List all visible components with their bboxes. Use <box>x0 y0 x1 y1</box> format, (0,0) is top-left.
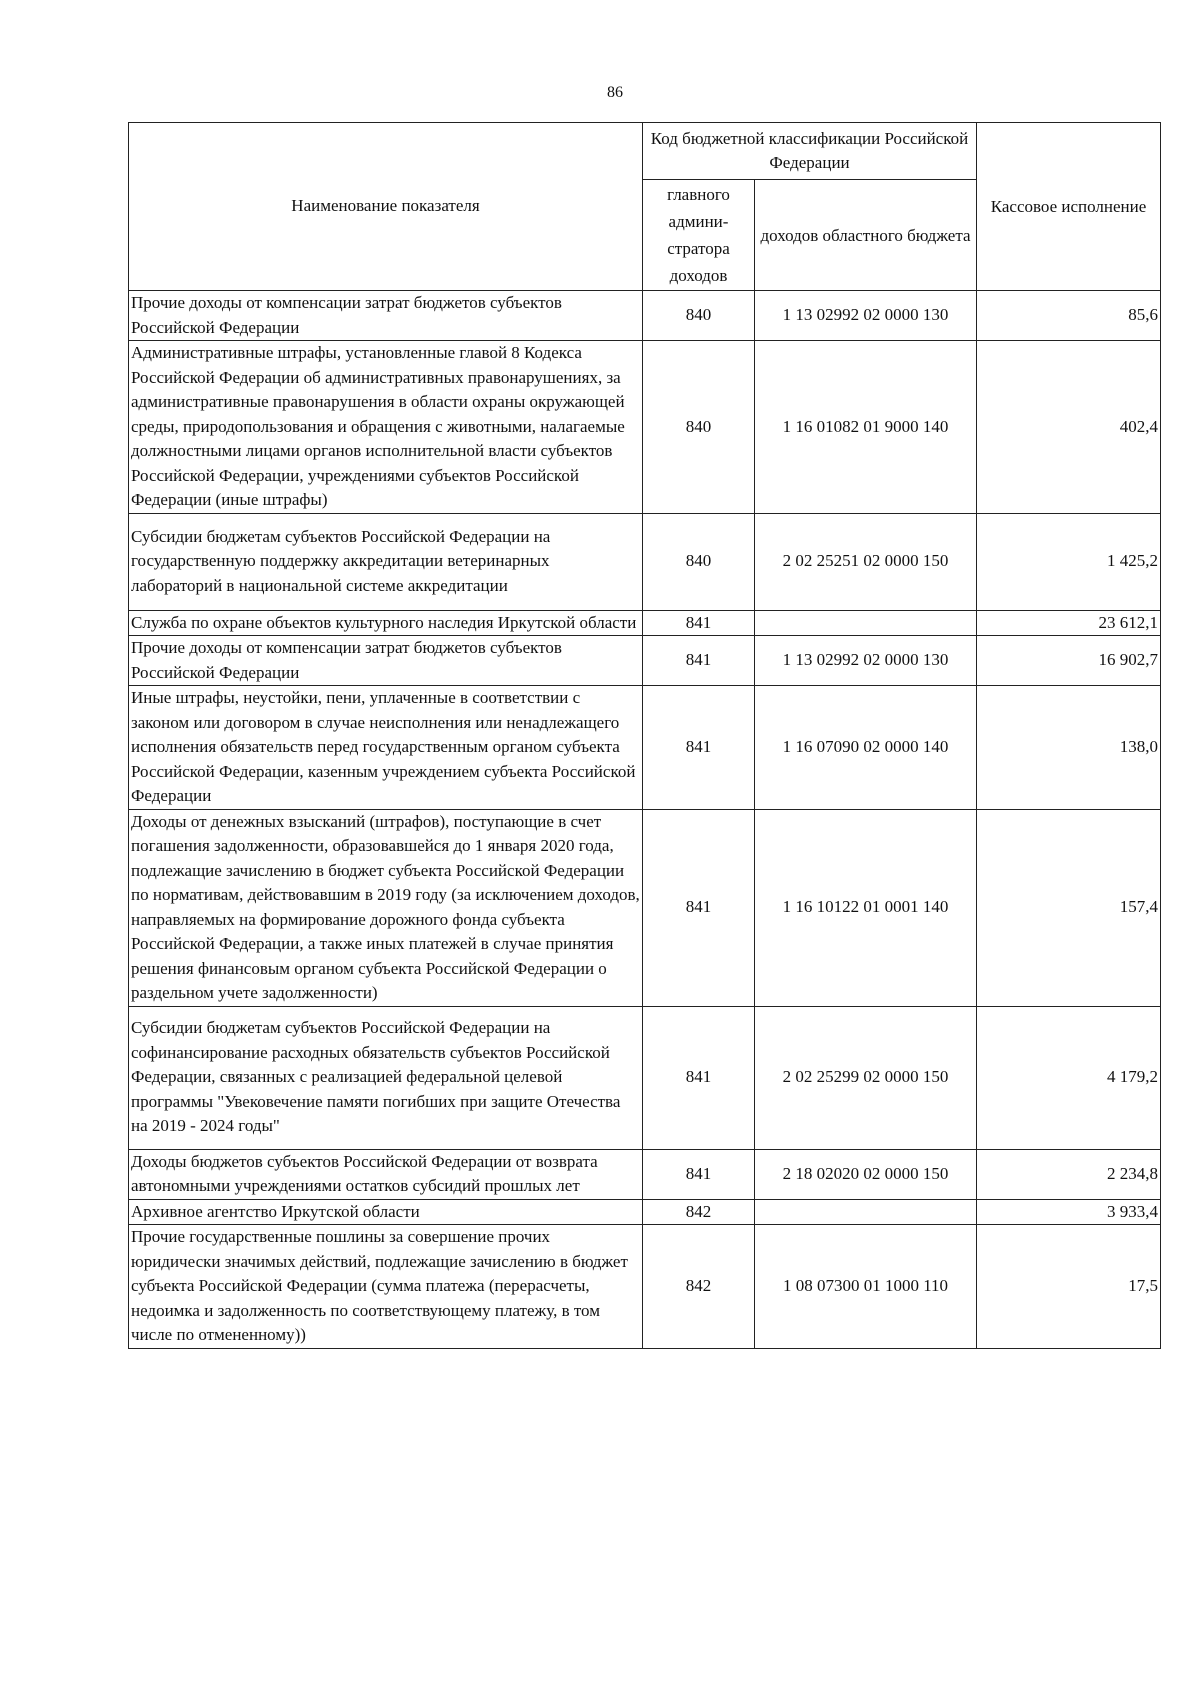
row-name: Субсидии бюджетам субъектов Российской Федерации на софинансирование расходных обязательств субъектов Российской Федерации, связанных с реализацией федеральной целевой программы "Увековечение памяти погибших при защите Отечества на 2019 - 2024 годы" <box>129 1006 643 1149</box>
header-classification-group: Код бюджетной классификации Российской Федерации <box>643 123 977 180</box>
table-row <box>129 291 1161 341</box>
row-admin-code: 841 <box>643 610 755 636</box>
table-row <box>129 1225 1161 1349</box>
table-row <box>129 1006 1161 1149</box>
table-row <box>129 1199 1161 1225</box>
header-income: доходов областного бюджета <box>755 180 977 291</box>
table-row <box>129 513 1161 610</box>
header-admin: главного админи-стратора доходов <box>643 180 755 291</box>
budget-table <box>128 122 1161 1349</box>
row-amount: 3 933,4 <box>977 1199 1161 1225</box>
row-income-code: 2 18 02020 02 0000 150 <box>755 1149 977 1199</box>
row-income-code: 1 13 02992 02 0000 130 <box>755 636 977 686</box>
row-admin-code: 840 <box>643 341 755 514</box>
row-admin-code: 842 <box>643 1199 755 1225</box>
row-amount: 4 179,2 <box>977 1006 1161 1149</box>
row-amount: 23 612,1 <box>977 610 1161 636</box>
row-admin-code: 842 <box>643 1225 755 1349</box>
row-admin-code: 841 <box>643 686 755 810</box>
row-amount: 157,4 <box>977 809 1161 1006</box>
table-row <box>129 686 1161 810</box>
row-income-code <box>755 1199 977 1225</box>
row-amount: 16 902,7 <box>977 636 1161 686</box>
header-execution: Кассовое исполнение <box>977 123 1161 291</box>
page-number: 86 <box>607 84 623 101</box>
row-amount: 402,4 <box>977 341 1161 514</box>
row-amount: 17,5 <box>977 1225 1161 1349</box>
row-income-code <box>755 610 977 636</box>
header-row-top <box>129 123 1161 180</box>
row-name: Административные штрафы, установленные главой 8 Кодекса Российской Федерации об административных правонарушениях, за административные правонарушения в области охраны окружающей среды, природопользования и обращения с животными, налагаемые должностными лицами органов исполнительной власти субъектов Российской Федерации, учреждениями субъектов Российской Федерации (иные штрафы) <box>129 341 643 514</box>
row-income-code: 1 16 07090 02 0000 140 <box>755 686 977 810</box>
table-row <box>129 610 1161 636</box>
row-name: Иные штрафы, неустойки, пени, уплаченные в соответствии с законом или договором в случае неисполнения или ненадлежащего исполнения обязательств перед государственным органом субъекта Российской Федерации, казенным учреждением субъекта Российской Федерации <box>129 686 643 810</box>
table-row <box>129 809 1161 1006</box>
row-amount: 2 234,8 <box>977 1149 1161 1199</box>
row-name: Субсидии бюджетам субъектов Российской Федерации на государственную поддержку аккредитации ветеринарных лабораторий в национальной системе аккредитации <box>129 513 643 610</box>
row-name: Прочие доходы от компенсации затрат бюджетов субъектов Российской Федерации <box>129 636 643 686</box>
row-income-code: 1 16 01082 01 9000 140 <box>755 341 977 514</box>
row-amount: 1 425,2 <box>977 513 1161 610</box>
header-name: Наименование показателя <box>129 123 643 291</box>
row-income-code: 2 02 25299 02 0000 150 <box>755 1006 977 1149</box>
row-admin-code: 841 <box>643 636 755 686</box>
row-name: Архивное агентство Иркутской области <box>129 1199 643 1225</box>
row-name: Прочие государственные пошлины за совершение прочих юридически значимых действий, подлежащие зачислению в бюджет субъекта Российской Федерации (сумма платежа (перерасчеты, недоимка и задолженность по соответствующему платежу, в том числе по отмененному)) <box>129 1225 643 1349</box>
row-name: Прочие доходы от компенсации затрат бюджетов субъектов Российской Федерации <box>129 291 643 341</box>
table-row <box>129 1149 1161 1199</box>
table-row <box>129 636 1161 686</box>
row-admin-code: 840 <box>643 291 755 341</box>
row-amount: 138,0 <box>977 686 1161 810</box>
row-admin-code: 840 <box>643 513 755 610</box>
row-income-code: 1 16 10122 01 0001 140 <box>755 809 977 1006</box>
row-admin-code: 841 <box>643 809 755 1006</box>
row-income-code: 1 13 02992 02 0000 130 <box>755 291 977 341</box>
row-income-code: 2 02 25251 02 0000 150 <box>755 513 977 610</box>
row-name: Служба по охране объектов культурного наследия Иркутской области <box>129 610 643 636</box>
row-admin-code: 841 <box>643 1149 755 1199</box>
row-income-code: 1 08 07300 01 1000 110 <box>755 1225 977 1349</box>
row-admin-code: 841 <box>643 1006 755 1149</box>
row-name: Доходы бюджетов субъектов Российской Федерации от возврата автономными учреждениями остатков субсидий прошлых лет <box>129 1149 643 1199</box>
table-row <box>129 341 1161 514</box>
row-name: Доходы от денежных взысканий (штрафов), поступающие в счет погашения задолженности, образовавшейся до 1 января 2020 года, подлежащие зачислению в бюджет субъекта Российской Федерации по нормативам, действовавшим в 2019 году (за исключением доходов, направляемых на формирование дорожного фонда субъекта Российской Федерации, а также иных платежей в случае принятия решения финансовым органом субъекта Российской Федерации о раздельном учете задолженности) <box>129 809 643 1006</box>
row-amount: 85,6 <box>977 291 1161 341</box>
